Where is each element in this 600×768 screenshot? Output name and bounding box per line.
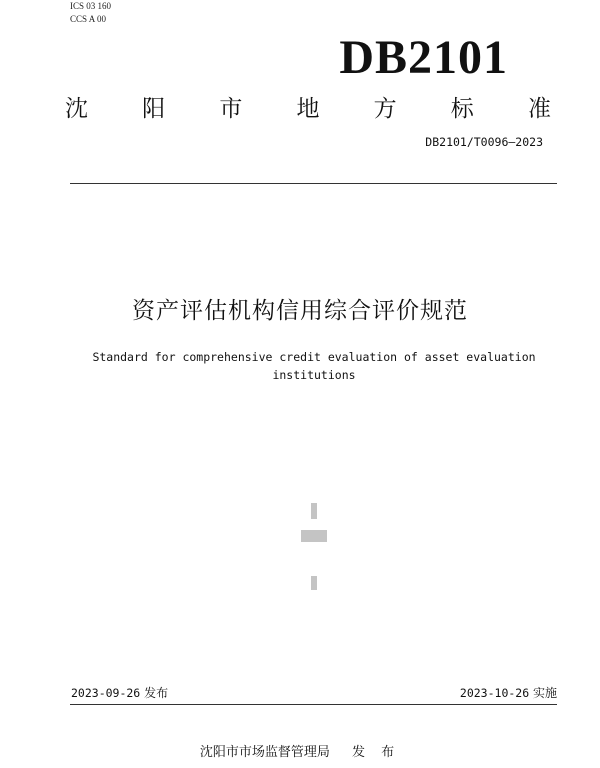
issuer-line — [0, 744, 600, 762]
publish-date-line — [71, 685, 168, 701]
standard-number: DB2101/T0096—2023 — [425, 135, 543, 149]
standard-type-char: 标 — [450, 96, 474, 122]
title-en-line: Standard for comprehensive credit evaluation of asset evaluation — [92, 350, 536, 364]
publish-label: 发布 — [144, 686, 169, 700]
header-divider — [70, 183, 557, 184]
implement-date: 2023-10-26 — [459, 686, 530, 700]
standard-type-char: 准 — [527, 96, 551, 122]
standard-type-heading — [65, 94, 551, 124]
standard-type-char: 阳 — [142, 96, 166, 122]
standard-type-char: 沈 — [65, 96, 88, 122]
title-en-line: institutions — [272, 368, 356, 382]
document-title-zh: 资产评估机构信用综合评价规范 — [132, 298, 468, 324]
issuer-action: 发 布 — [351, 745, 401, 760]
classification-codes — [70, 0, 111, 26]
placeholder-marks — [300, 503, 330, 593]
document-title-en — [80, 348, 548, 384]
placeholder-mark-middle — [301, 530, 327, 542]
footer-divider — [70, 704, 557, 705]
standard-type-char: 地 — [296, 96, 320, 122]
standard-type-char: 市 — [219, 96, 243, 122]
ccs-code: CCS A 00 — [70, 14, 107, 24]
standard-type-char: 方 — [373, 96, 397, 122]
standard-code-title: DB2101 — [339, 31, 508, 84]
implement-date-line — [460, 685, 557, 701]
implement-label: 实施 — [532, 686, 557, 700]
issuer-name: 沈阳市市场监督管理局 — [199, 745, 330, 760]
publish-date: 2023-09-26 — [71, 686, 141, 700]
ics-code: ICS 03 160 — [70, 1, 112, 11]
placeholder-mark-top — [311, 503, 317, 519]
placeholder-mark-bottom — [311, 576, 317, 590]
